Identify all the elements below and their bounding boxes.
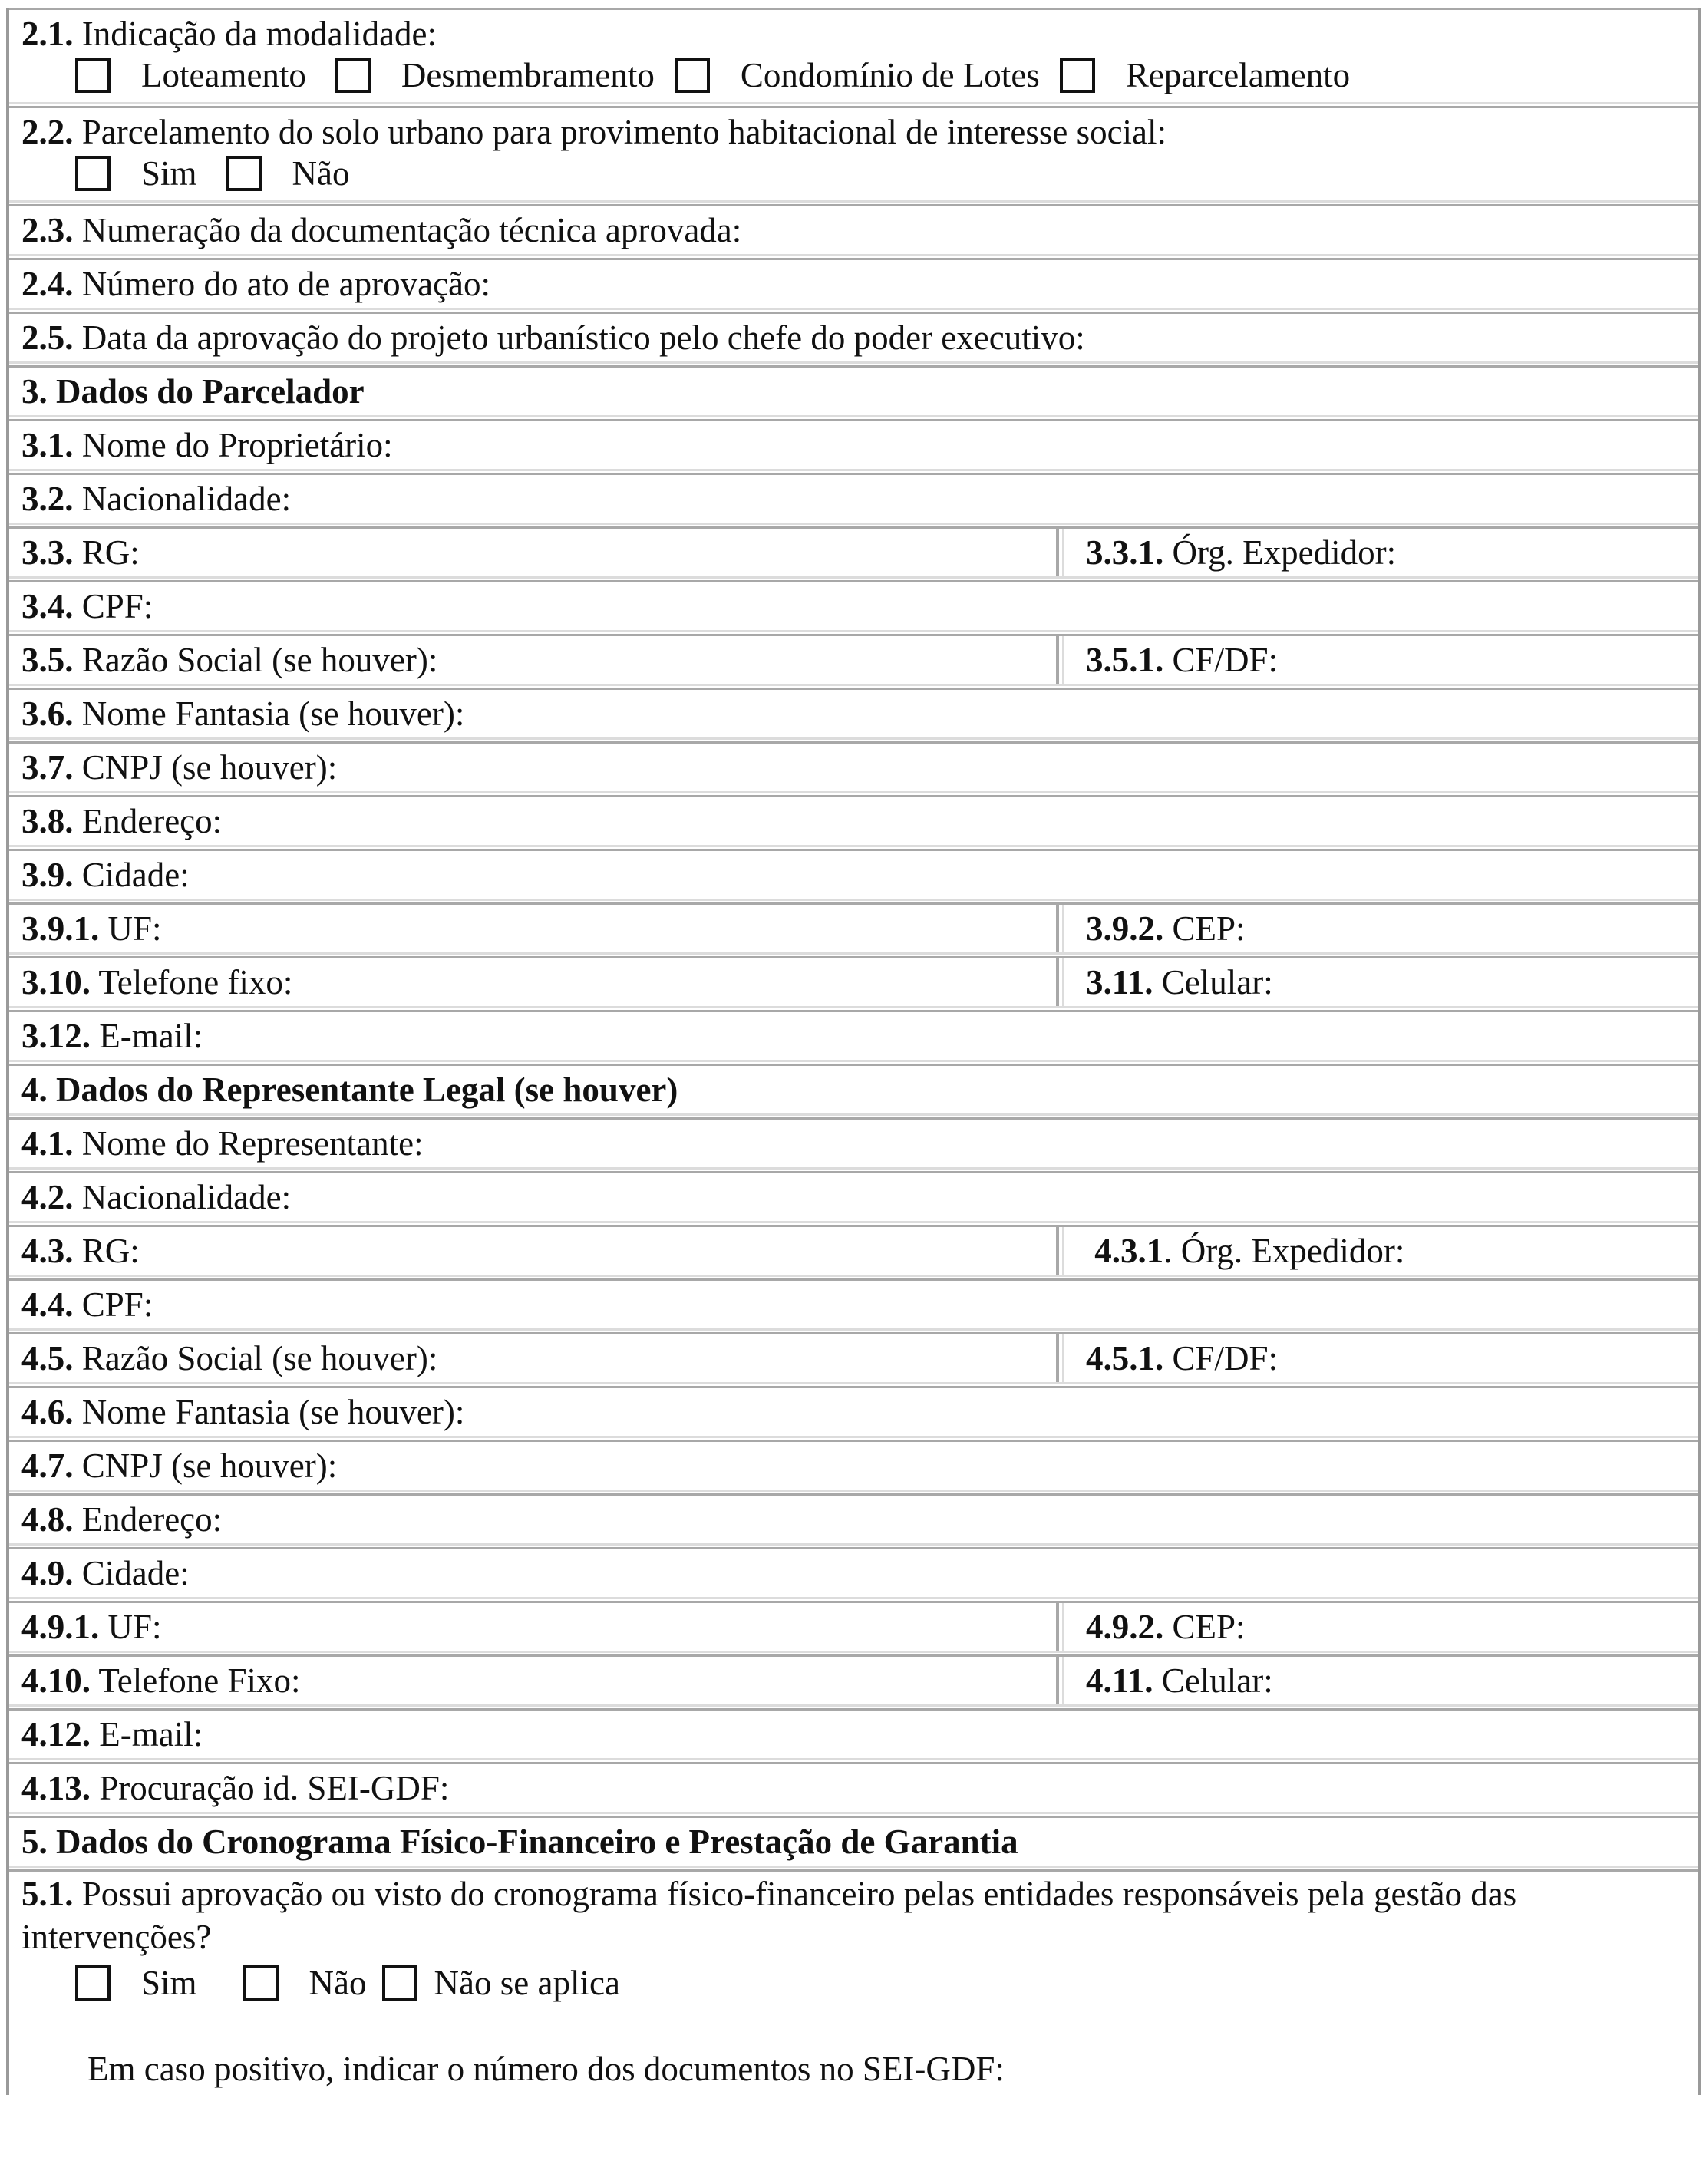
field-3-6[interactable] (9, 690, 1698, 737)
item-label: CPF: (73, 1285, 153, 1324)
row-section-3 (9, 365, 1698, 417)
item-number: 3.3. (21, 533, 74, 572)
row-4-10 (9, 1654, 1698, 1707)
item-number: 2.4. (21, 265, 74, 303)
item-number: 4.6. (21, 1393, 74, 1431)
row-4-4 (9, 1278, 1698, 1331)
item-number: 4.9.2. (1086, 1608, 1164, 1646)
item-number: 3.3.1. (1086, 533, 1164, 572)
item-label: CEP: (1163, 909, 1246, 948)
option-label: Sim (141, 154, 197, 193)
item-number: 5.1. (21, 1875, 74, 1913)
sim-checkbox[interactable] (75, 156, 111, 191)
row-4-9 (9, 1547, 1698, 1599)
question-5-1-line1 (21, 1872, 1516, 1916)
item-label: Endereço: (73, 1500, 223, 1539)
item-number: 4.10. (21, 1661, 91, 1700)
item-label: CEP: (1163, 1608, 1246, 1646)
field-3-7[interactable] (9, 744, 1698, 791)
item-label: E-mail: (91, 1715, 203, 1753)
item-label: Numeração da documentação técnica aprovada: (73, 211, 742, 249)
condominio-checkbox[interactable] (675, 58, 710, 93)
row-3-6 (9, 688, 1698, 740)
row-4-5 (9, 1332, 1698, 1384)
sim-checkbox[interactable] (75, 1965, 111, 2001)
row-2-3 (9, 204, 1698, 256)
reparcelamento-checkbox[interactable] (1060, 58, 1095, 93)
followup-text: Em caso positivo, indicar o número dos documentos no SEI-GDF: (87, 2050, 1005, 2088)
item-label: Cidade: (73, 1554, 190, 1592)
row-3-10 (9, 956, 1698, 1008)
loteamento-checkbox[interactable] (75, 58, 111, 93)
field-2-5[interactable] (9, 314, 1698, 361)
item-label: Parcelamento do solo urbano para provimento habitacional de interesse social: (73, 113, 1167, 151)
row-2-5 (9, 312, 1698, 364)
field-4-10[interactable] (9, 1657, 1059, 1704)
item-number: 4.8. (21, 1500, 74, 1539)
row-3-4 (9, 580, 1698, 632)
field-3-3-1[interactable] (1062, 529, 1698, 576)
item-label: Indicação da modalidade: (73, 15, 437, 53)
item-number: 4.2. (21, 1178, 74, 1216)
field-4-9-2[interactable] (1062, 1603, 1698, 1651)
row-4-12 (9, 1708, 1698, 1760)
field-3-3[interactable] (9, 529, 1059, 576)
row-3-12 (9, 1010, 1698, 1062)
item-label: Procuração id. SEI-GDF: (91, 1769, 450, 1807)
nao-checkbox[interactable] (243, 1965, 279, 2001)
field-4-3[interactable] (9, 1227, 1059, 1275)
option-label: Reparcelamento (1125, 56, 1351, 94)
row-3-7 (9, 741, 1698, 793)
item-label: Telefone Fixo: (91, 1661, 301, 1700)
item-number: 4.12. (21, 1715, 91, 1753)
item-label: CNPJ (se houver): (73, 1447, 338, 1485)
item-label: Razão Social (se houver): (73, 641, 438, 679)
item-number: 4.4. (21, 1285, 74, 1324)
option-label: Não se aplica (434, 1964, 620, 2002)
social-interest-options (75, 151, 373, 196)
field-3-12[interactable] (9, 1012, 1698, 1060)
item-label: Cidade: (73, 856, 190, 894)
item-number: 3.9.1. (21, 909, 100, 948)
nao-checkbox[interactable] (226, 156, 262, 191)
row-4-6 (9, 1386, 1698, 1438)
field-3-4[interactable] (9, 582, 1698, 630)
item-number: 3.5.1. (1086, 641, 1164, 679)
item-number: 3.11. (1086, 963, 1153, 1001)
section-heading: 4. Dados do Representante Legal (se houver) (21, 1071, 678, 1109)
field-3-5[interactable] (9, 636, 1059, 684)
item-label: . Órg. Expedidor: (1163, 1232, 1405, 1270)
item-number: 3.8. (21, 802, 74, 840)
field-4-5[interactable] (9, 1334, 1059, 1382)
field-4-7[interactable] (9, 1442, 1698, 1490)
item-label: E-mail: (91, 1017, 203, 1055)
field-4-9[interactable] (9, 1549, 1698, 1597)
option-label: Desmembramento (401, 56, 655, 94)
item-number: 3.12. (21, 1017, 91, 1055)
row-4-3 (9, 1225, 1698, 1277)
item-label: CNPJ (se houver): (73, 748, 338, 787)
desmembramento-checkbox[interactable] (335, 58, 371, 93)
field-4-4[interactable] (9, 1281, 1698, 1328)
row-4-1 (9, 1117, 1698, 1170)
item-number: 4.5.1. (1086, 1339, 1164, 1377)
row-2-2 (9, 106, 1698, 203)
item-number: 2.2. (21, 113, 74, 151)
item-label: RG: (73, 533, 140, 572)
field-4-6[interactable] (9, 1388, 1698, 1436)
field-3-11[interactable] (1062, 958, 1698, 1006)
row-3-9-1 (9, 902, 1698, 955)
field-3-5-1[interactable] (1062, 636, 1698, 684)
item-label: CF/DF: (1163, 1339, 1279, 1377)
item-label: Celular: (1153, 1661, 1273, 1700)
row-section-4 (9, 1064, 1698, 1116)
item-label: Número do ato de aprovação: (73, 265, 491, 303)
item-number: 3.10. (21, 963, 91, 1001)
row-4-13 (9, 1762, 1698, 1814)
item-number: 4.13. (21, 1769, 91, 1807)
item-number: 3.1. (21, 426, 74, 464)
row-2-1 (9, 8, 1698, 104)
item-label: Data da aprovação do projeto urbanístico pelo chefe do poder executivo: (73, 318, 1085, 357)
cronograma-options (75, 1961, 643, 2005)
row-3-1 (9, 419, 1698, 471)
item-label: Razão Social (se houver): (73, 1339, 438, 1377)
row-3-9 (9, 849, 1698, 901)
item-label: Nome do Representante: (73, 1124, 424, 1163)
section-heading: 3. Dados do Parcelador (21, 372, 365, 411)
field-4-5-1[interactable] (1062, 1334, 1698, 1382)
question-5-1-line2: intervenções? (21, 1918, 212, 1956)
item-label: RG: (73, 1232, 140, 1270)
item-number: 3.6. (21, 694, 74, 733)
item-number: 4.3.1 (1086, 1232, 1164, 1270)
row-3-3 (9, 526, 1698, 579)
item-number: 4.3. (21, 1232, 74, 1270)
item-number: 3.9.2. (1086, 909, 1164, 948)
nao-se-aplica-checkbox[interactable] (382, 1965, 417, 2001)
field-4-8[interactable] (9, 1496, 1698, 1543)
item-number: 3.7. (21, 748, 74, 787)
field-3-9[interactable] (9, 851, 1698, 899)
item-label: Telefone fixo: (91, 963, 293, 1001)
item-label: Nome Fantasia (se houver): (73, 1393, 465, 1431)
row-3-5 (9, 634, 1698, 686)
item-number: 3.5. (21, 641, 74, 679)
item-label: Nome Fantasia (se houver): (73, 694, 465, 733)
section-heading: 5. Dados do Cronograma Físico-Financeiro e Prestação de Garantia (21, 1823, 1018, 1861)
item-label: CF/DF: (1163, 641, 1279, 679)
item-number: 4.5. (21, 1339, 74, 1377)
item-label: Nacionalidade: (73, 480, 292, 518)
field-3-1[interactable] (9, 421, 1698, 469)
field-4-1[interactable] (9, 1120, 1698, 1167)
item-number: 4.9. (21, 1554, 74, 1592)
item-number: 2.1. (21, 15, 74, 53)
item-label: CPF: (73, 587, 153, 625)
row-3-2 (9, 473, 1698, 525)
field-3-2[interactable] (9, 475, 1698, 523)
field-3-8[interactable] (9, 797, 1698, 845)
option-label: Condomínio de Lotes (740, 56, 1040, 94)
row-4-9-1 (9, 1601, 1698, 1653)
field-4-12[interactable] (9, 1711, 1698, 1758)
field-4-11[interactable] (1062, 1657, 1698, 1704)
option-label: Não (292, 154, 350, 193)
item-number: 4.9.1. (21, 1608, 100, 1646)
field-3-10[interactable] (9, 958, 1059, 1006)
item-number: 2.3. (21, 211, 74, 249)
item-label: Nome do Proprietário: (73, 426, 393, 464)
option-label: Não (309, 1964, 367, 2002)
item-number: 4.1. (21, 1124, 74, 1163)
row-5-1 (9, 1869, 1698, 2093)
item-label: UF: (99, 909, 162, 948)
row-2-4 (9, 258, 1698, 310)
item-number: 3.9. (21, 856, 74, 894)
item-label: Possui aprovação ou visto do cronograma físico-financeiro pelas entidades responsáveis pela gestão das (73, 1875, 1517, 1913)
item-number: 3.2. (21, 480, 74, 518)
field-4-3-1[interactable] (1062, 1227, 1698, 1275)
row-4-8 (9, 1493, 1698, 1546)
row-4-7 (9, 1440, 1698, 1492)
modalidade-options (75, 53, 1373, 97)
item-label: UF: (99, 1608, 162, 1646)
field-4-13[interactable] (9, 1764, 1698, 1812)
field-3-9-1[interactable] (9, 905, 1059, 952)
field-3-9-2[interactable] (1062, 905, 1698, 952)
row-section-5 (9, 1816, 1698, 1868)
item-number: 4.7. (21, 1447, 74, 1485)
item-label: Endereço: (73, 802, 223, 840)
option-label: Loteamento (141, 56, 306, 94)
item-number: 3.4. (21, 587, 74, 625)
row-3-8 (9, 795, 1698, 847)
option-label: Sim (141, 1964, 197, 2002)
field-2-3[interactable] (9, 206, 1698, 254)
row-4-2 (9, 1171, 1698, 1223)
item-label: Celular: (1153, 963, 1273, 1001)
field-4-9-1[interactable] (9, 1603, 1059, 1651)
field-2-4[interactable] (9, 260, 1698, 308)
item-number: 4.11. (1086, 1661, 1153, 1700)
registration-form (6, 8, 1701, 2095)
item-label: Nacionalidade: (73, 1178, 292, 1216)
item-label: Órg. Expedidor: (1163, 533, 1397, 572)
item-number: 2.5. (21, 318, 74, 357)
field-4-2[interactable] (9, 1173, 1698, 1221)
